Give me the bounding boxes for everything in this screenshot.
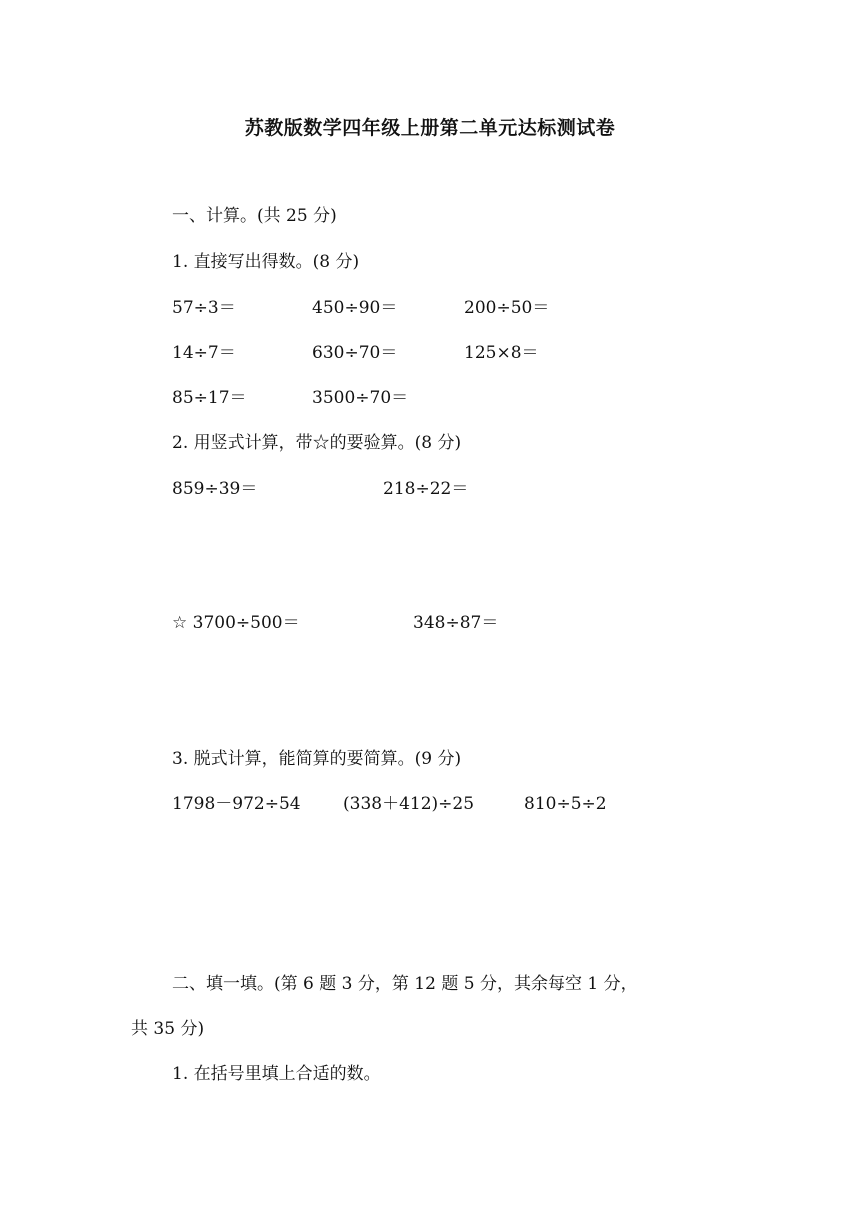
section1-q3-label: 3. 脱式计算，能简算的要简算。(9 分) <box>172 749 462 769</box>
section2-heading-line1: 二、填一填。(第 6 题 3 分，第 12 题 5 分，其余每空 1 分， <box>172 974 638 994</box>
q1-item-4: 14÷7＝ <box>172 343 236 363</box>
q1-item-3: 200÷50＝ <box>464 298 550 318</box>
q1-item-7: 85÷17＝ <box>172 388 247 408</box>
q2-item-2: 218÷22＝ <box>383 479 469 499</box>
section2-q1-label: 1. 在括号里填上合适的数。 <box>172 1064 381 1084</box>
q2-item-3: ☆ 3700÷500＝ <box>172 613 300 633</box>
q3-item-2: (338＋412)÷25 <box>343 794 475 814</box>
section2-heading-line2: 共 35 分) <box>131 1019 205 1039</box>
section1-heading: 一、计算。(共 25 分) <box>172 206 337 226</box>
q1-item-2: 450÷90＝ <box>312 298 398 318</box>
section1-q1-label: 1. 直接写出得数。(8 分) <box>172 252 360 272</box>
page-title: 苏教版数学四年级上册第二单元达标测试卷 <box>244 117 616 139</box>
q2-item-4: 348÷87＝ <box>413 613 499 633</box>
q2-item-1: 859÷39＝ <box>172 479 258 499</box>
q1-item-1: 57÷3＝ <box>172 298 236 318</box>
q1-item-5: 630÷70＝ <box>312 343 398 363</box>
q1-item-6: 125×8＝ <box>464 343 539 363</box>
q3-item-1: 1798－972÷54 <box>172 794 301 814</box>
q1-item-8: 3500÷70＝ <box>312 388 409 408</box>
q3-item-3: 810÷5÷2 <box>524 794 607 814</box>
section1-q2-label: 2. 用竖式计算，带☆的要验算。(8 分) <box>172 433 462 453</box>
